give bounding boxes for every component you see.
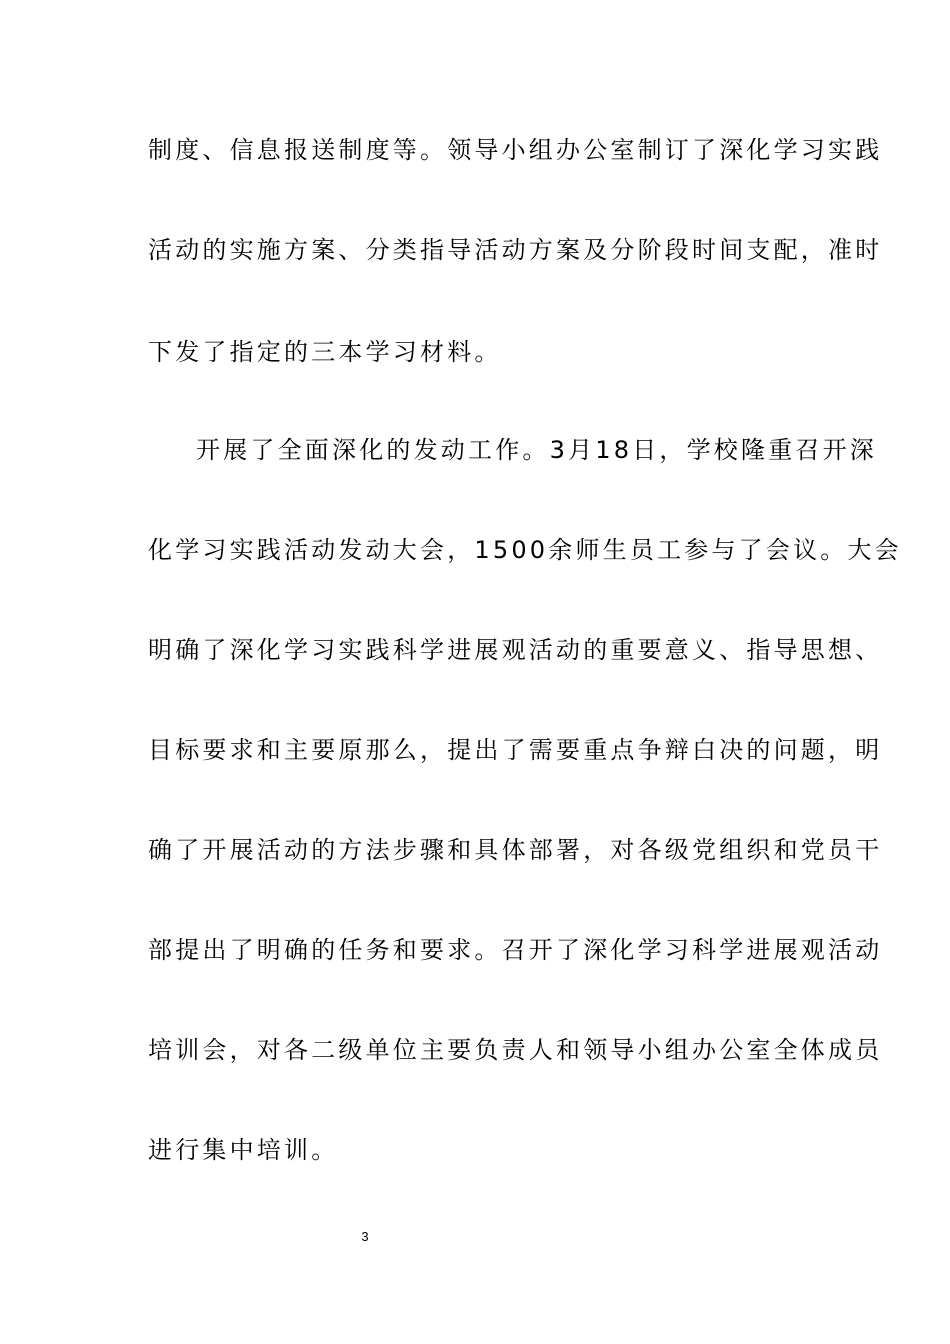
paragraph-line: 培训会，对各二级单位主要负责人和领导小组办公室全体成员 [148, 1036, 883, 1064]
paragraph-line: 确了开展活动的方法步骤和具体部署，对各级党组织和党员干 [148, 836, 883, 864]
paragraph-line: 下发了指定的三本学习材料。 [148, 338, 502, 366]
page-number: 3 [361, 1229, 369, 1244]
paragraph-line: 化学习实践活动发动大会，1500余师生员工参与了会议。大会 [148, 536, 902, 564]
paragraph-line: 目标要求和主要原那么，提出了需要重点争辩白决的问题，明 [148, 736, 883, 764]
paragraph-line: 开展了全面深化的发动工作。3月18日，学校隆重召开深 [196, 436, 878, 464]
paragraph-line: 部提出了明确的任务和要求。召开了深化学习科学进展观活动 [148, 936, 883, 964]
paragraph-line: 制度、信息报送制度等。领导小组办公室制订了深化学习实践 [148, 136, 883, 164]
paragraph-line: 进行集中培训。 [148, 1136, 339, 1164]
paragraph-line: 活动的实施方案、分类指导活动方案及分阶段时间支配，准时 [148, 236, 883, 264]
paragraph-line: 明确了深化学习实践科学进展观活动的重要意义、指导思想、 [148, 636, 883, 664]
